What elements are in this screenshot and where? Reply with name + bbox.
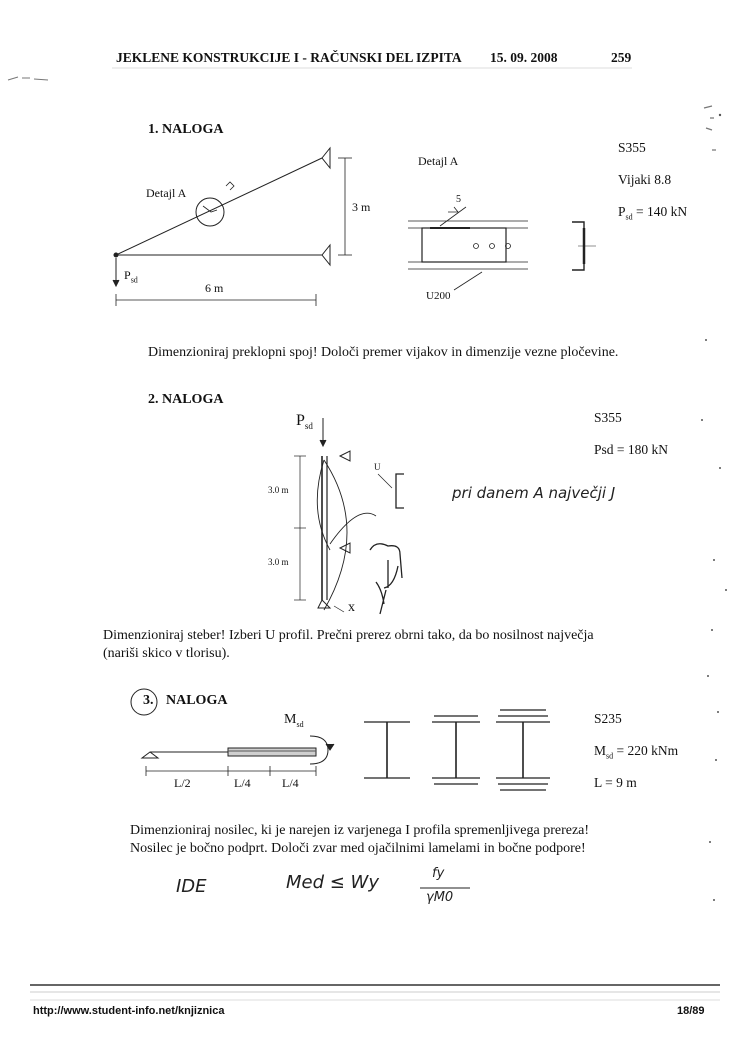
task2-force: Psd = 180 kN [594, 442, 668, 457]
task3-dim-1: L/2 [174, 776, 191, 790]
footer-url[interactable]: http://www.student-info.net/knjiznica [33, 1005, 225, 1017]
task1-detail-left: Detajl A [146, 186, 187, 200]
truss-diagram [113, 148, 352, 306]
task2-height-1: 3.0 m [268, 485, 289, 495]
task1-weld: 5 [456, 194, 461, 205]
footer-page: 18/89 [677, 1005, 705, 1017]
task3-hand-ide: IDE [176, 876, 207, 897]
header-date: 15. 09. 2008 [490, 50, 558, 65]
task3-heading: NALOGA [166, 693, 228, 708]
column-diagram [294, 418, 404, 614]
task2-axis-x: x [348, 600, 355, 615]
detail-a-drawing [408, 207, 596, 290]
detail-a-circle [196, 198, 224, 226]
task3-length: L = 9 m [594, 775, 637, 790]
task3-hand-frac-bottom: γM0 [426, 890, 454, 905]
task1-profile: U200 [426, 290, 451, 302]
task1-load: $P_{sd}$ [124, 268, 138, 285]
task3-dim-2: L/4 [234, 776, 251, 790]
task2-instruction-1: Dimenzioniraj steber! Izberi U profil. Prečni prerez obrni tako, da bo nosilnost največja [103, 628, 594, 643]
header-title: JEKLENE KONSTRUKCIJE I - RAČUNSKI DEL IZPITA [116, 50, 462, 65]
task3-dim-3: L/4 [282, 776, 299, 790]
task2-load: $P_{sd}$ [296, 412, 313, 432]
task2-handwriting: pri danem A največji J [452, 484, 616, 502]
task1-span: 6 m [205, 281, 224, 295]
beam-diagram [131, 689, 334, 776]
task1-height: 3 m [352, 200, 371, 214]
task1-detail-right: Detajl A [418, 154, 459, 168]
i-sections [364, 710, 550, 790]
task3-instruction-1: Dimenzioniraj nosilec, ki je narejen iz varjenega I profila spremenljivega prereza! [130, 823, 590, 838]
header-page: 259 [611, 50, 632, 65]
task2-steel: S355 [594, 410, 622, 425]
upper-support [322, 148, 330, 168]
task2-height-2: 3.0 m [268, 557, 289, 567]
task1-bolts: Vijaki 8.8 [618, 172, 672, 187]
detail-marker [226, 182, 234, 190]
task1-instruction: Dimenzioniraj preklopni spoj! Določi premer vijakov in dimenzije vezne pločevine. [148, 345, 619, 360]
task1-heading: 1. NALOGA [148, 122, 224, 137]
task2-instruction-2: (nariši skico v tlorisu). [103, 646, 230, 661]
task3-msd: $M_{sd} = 220$ kNm [594, 743, 679, 761]
upper-bar [116, 158, 322, 255]
task2-heading: 2. NALOGA [148, 392, 224, 407]
task3-moment: $M_{sd}$ [284, 712, 304, 729]
task1-steel: S355 [618, 140, 646, 155]
task3-steel: S235 [594, 711, 622, 726]
task3-hand-frac-top: fy [432, 866, 445, 881]
task3-number: 3. [143, 693, 154, 708]
lower-support [322, 245, 330, 265]
task1-force: $P_{sd} = 140$ kN [618, 204, 688, 222]
task3-hand-formula: Med ≤ Wy [286, 872, 380, 893]
task2-axis-u: U [374, 462, 381, 472]
task3-instruction-2: Nosilec je bočno podprt. Določi zvar med ojačilnimi lamelami in bočne podpore! [130, 841, 586, 856]
